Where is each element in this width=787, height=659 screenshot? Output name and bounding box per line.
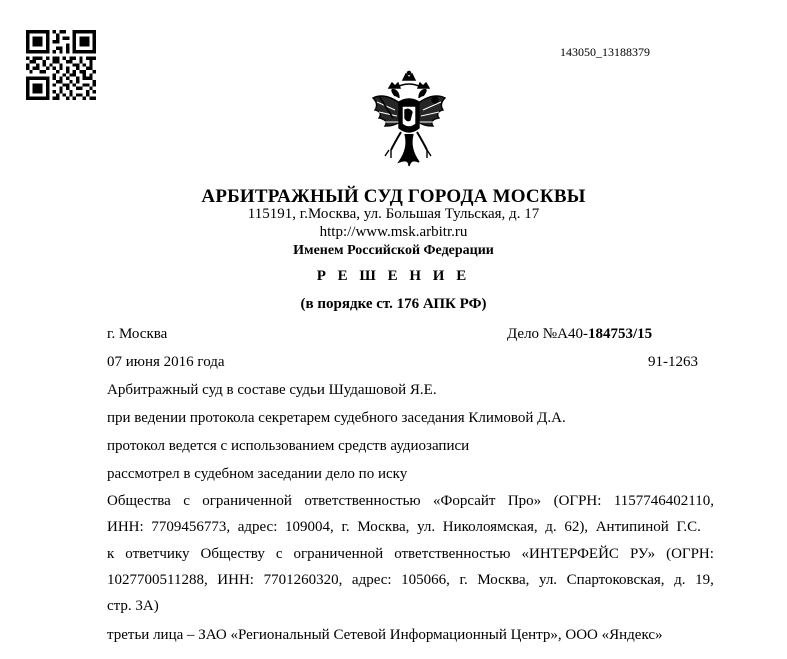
word: ул.: [417, 519, 436, 535]
decision-date: 07 июня 2016 года: [107, 354, 225, 370]
word: Обществу: [200, 546, 265, 562]
word: Общества: [107, 493, 171, 509]
name-of-federation: Именем Российской Федерации: [293, 243, 494, 258]
body-line-2: при ведении протокола секретарем судебного заседания Климовой Д.А.: [107, 410, 566, 426]
body-line-3: протокол ведется с использованием средств аудиозаписи: [107, 438, 470, 454]
word: с: [183, 493, 190, 509]
city: г. Москва: [107, 326, 168, 342]
word: ответственностью: [304, 493, 421, 509]
body-line-1: Арбитражный суд в составе судьи Шудашовой Я.Е.: [107, 382, 437, 398]
procedure-note: (в порядке ст. 176 АПК РФ): [300, 296, 487, 312]
word: РУ»: [629, 546, 656, 562]
word: ИНН:: [107, 519, 144, 535]
plaintiff-line-2: [107, 519, 701, 536]
word: Москва,: [477, 572, 530, 588]
defendant-line-1: [107, 546, 714, 563]
word: 7701260320,: [263, 572, 343, 588]
body-line-4: рассмотрел в судебном заседании дело по иску: [107, 466, 408, 482]
word: адрес:: [351, 572, 392, 588]
case-number-row: [507, 326, 652, 343]
word: 19,: [695, 572, 714, 588]
word: Антипиной: [595, 519, 669, 535]
word: 1027700511288,: [107, 572, 208, 588]
russian-coat-of-arms-icon: [365, 70, 453, 170]
qr-code-icon: [26, 30, 96, 100]
word: ограниченной: [202, 493, 292, 509]
word: (ОГРН:: [553, 493, 602, 509]
word: (ОГРН:: [666, 546, 714, 562]
word: 105066,: [401, 572, 450, 588]
document-id: 143050_13188379: [560, 45, 650, 59]
word: г.: [459, 572, 468, 588]
case-code: 91-1263: [648, 354, 698, 370]
word: 109004,: [285, 519, 334, 535]
court-website: http://www.msk.arbitr.ru: [319, 224, 468, 240]
defendant-line-2: [107, 572, 714, 589]
word: д.: [674, 572, 686, 588]
case-prefix: Дело №А40-: [507, 326, 588, 342]
case-number: 184753/15: [587, 326, 653, 342]
court-title: АРБИТРАЖНЫЙ СУД ГОРОДА МОСКВЫ: [201, 186, 586, 207]
defendant-line-3: стр. 3А): [107, 598, 159, 614]
word: г.: [341, 519, 350, 535]
word: ответственностью: [394, 546, 511, 562]
word: ул.: [538, 572, 558, 588]
word: 7709456773,: [151, 519, 231, 535]
word: «ИНТЕРФЕЙС: [521, 546, 619, 562]
word: Спартоковская,: [566, 572, 665, 588]
word: с: [275, 546, 283, 562]
plaintiff-line-1: [107, 493, 714, 510]
third-parties-line: третьи лица – ЗАО «Региональный Сетевой Информационный Центр», ООО «Яндекс»: [107, 627, 663, 643]
word: к: [107, 546, 115, 562]
word: Москва,: [357, 519, 410, 535]
word: ответчику: [125, 546, 190, 562]
word: 62),: [564, 519, 589, 535]
word: Николоямская,: [442, 519, 538, 535]
decision-title: Р Е Ш Е Н И Е: [316, 268, 471, 284]
word: ограниченной: [293, 546, 384, 562]
date-row: [107, 354, 714, 371]
word: ИНН:: [217, 572, 254, 588]
word: Г.С.: [676, 519, 701, 535]
word: «Форсайт: [433, 493, 496, 509]
word: д.: [545, 519, 557, 535]
word: адрес:: [237, 519, 278, 535]
word: Про»: [507, 493, 542, 509]
word: 1157746402110,: [613, 493, 714, 509]
court-address: 115191, г.Москва, ул. Большая Тульская, д. 17: [247, 206, 540, 222]
